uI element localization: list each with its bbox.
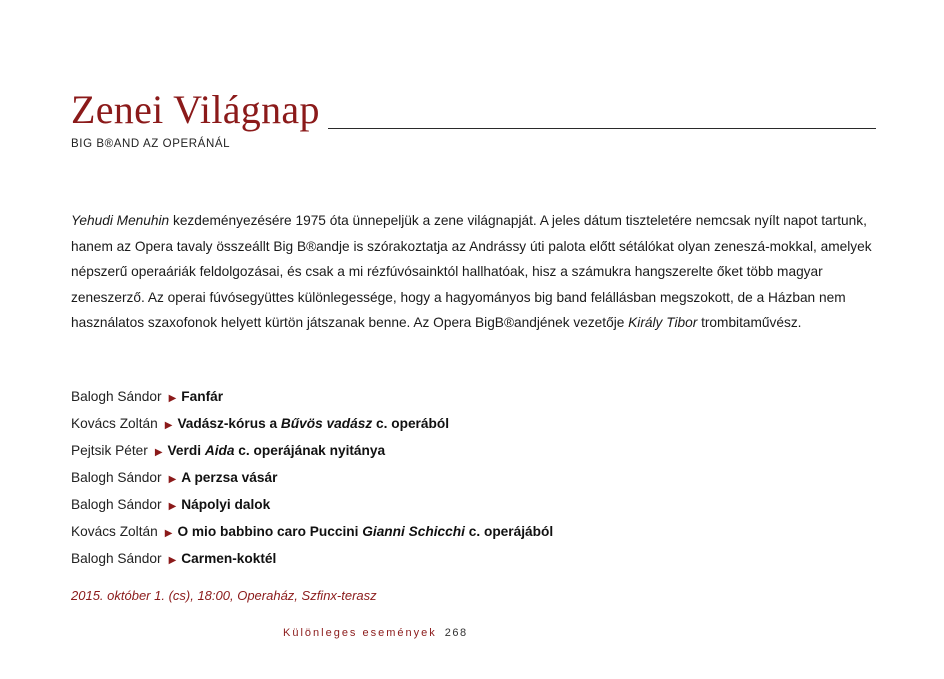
composer: Balogh Sándor (71, 389, 162, 404)
intro-name: Yehudi Menuhin (71, 213, 170, 228)
program-item (71, 492, 553, 519)
page-subtitle: BIG B®AND AZ OPERÁNÁL (71, 138, 231, 150)
program-item (71, 465, 553, 492)
piece-title: Verdi Aida c. operájának nyitánya (167, 443, 386, 458)
triangle-bullet-icon: ▶ (168, 474, 177, 485)
piece-title: A perzsa vásár (181, 470, 278, 485)
program-list (71, 384, 553, 573)
composer: Pejtsik Péter (71, 443, 148, 458)
event-details: 2015. október 1. (cs), 18:00, Operaház, Szfinx-terasz (71, 588, 377, 603)
program-item (71, 384, 553, 411)
triangle-bullet-icon: ▶ (154, 447, 163, 458)
program-item (71, 411, 553, 438)
triangle-bullet-icon: ▶ (164, 420, 173, 431)
program-item (71, 438, 553, 465)
composer: Balogh Sándor (71, 497, 162, 512)
triangle-bullet-icon: ▶ (168, 393, 177, 404)
composer: Balogh Sándor (71, 470, 162, 485)
triangle-bullet-icon: ▶ (168, 555, 177, 566)
intro-leader: Király Tibor (628, 315, 698, 330)
page-number: 268 (444, 627, 468, 639)
composer: Kovács Zoltán (71, 524, 158, 539)
triangle-bullet-icon: ▶ (164, 528, 173, 539)
program-item (71, 546, 553, 573)
piece-title: Vadász-kórus a Bűvös vadász c. operából (177, 416, 450, 431)
intro-text-a: kezdeményezésére 1975 óta ünnepeljük a zene világnapját. A jeles dátum tiszteletére nemcsak nyílt napot tartunk, hanem az Opera tavaly összeállt Big B®andje is szórakoztatja az Andrássy úti palota előtt sétálókat olyan zeneszá-mokkal, amelyek népszerű operaáriák feldolgozásai, és csak a mi rézfúvósainktól hallhatóak, hisz a számukra hangszerelte őket több magyar zeneszerző. Az operai fúvósegyüttes különlegessége, hogy a hagyományos big band felállásban megszokott, de a Házban nem használatos szaxofonok helyett kürtön játszanak benne. Az Opera BigB®andjének vezetője (71, 213, 872, 330)
title-rule (328, 128, 876, 129)
intro-paragraph (71, 208, 881, 336)
piece-title: Fanfár (181, 389, 224, 404)
footer-section: Különleges események (283, 627, 437, 639)
piece-title: O mio babbino caro Puccini Gianni Schicchi c. operájából (177, 524, 554, 539)
intro-text-b: trombitaművész. (697, 315, 802, 330)
piece-title: Carmen-koktél (181, 551, 277, 566)
triangle-bullet-icon: ▶ (168, 501, 177, 512)
title-row (71, 87, 876, 132)
page-footer (283, 627, 468, 639)
page-title: Zenei Világnap (71, 87, 320, 132)
composer: Kovács Zoltán (71, 416, 158, 431)
piece-title: Nápolyi dalok (181, 497, 271, 512)
composer: Balogh Sándor (71, 551, 162, 566)
program-item (71, 519, 553, 546)
